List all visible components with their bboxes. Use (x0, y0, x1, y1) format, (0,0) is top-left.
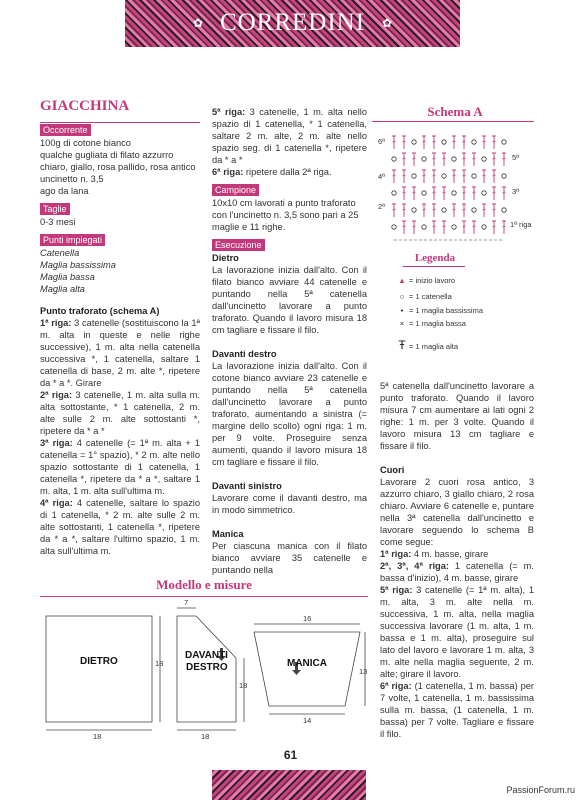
row-label: 3ª (512, 187, 519, 196)
double-crochet-symbol (412, 153, 416, 166)
page-header-title: CORREDINI (219, 9, 366, 36)
stitch-item: Catenella (40, 248, 80, 258)
stitch-chart (378, 128, 536, 248)
schema-title: Schema A (427, 104, 483, 119)
middle-column (212, 106, 367, 576)
manica-text: Per ciascuna manica con il filato bianco avviare 35 catenelle e puntando nella (212, 541, 367, 575)
legend-item: • = 1 maglia bassissima (395, 306, 483, 315)
chain-symbol (392, 191, 396, 195)
double-crochet-symbol (492, 187, 496, 200)
dim-label: 18 (93, 732, 102, 740)
double-crochet-symbol (482, 204, 486, 217)
double-crochet-symbol (392, 170, 396, 183)
row-label: 5ª (512, 153, 519, 162)
dim-label: 18 (239, 681, 248, 690)
double-crochet-symbol (492, 221, 496, 234)
section-occorrente: Occorrente (40, 124, 91, 136)
stitch-item: Maglia bassissima (40, 260, 116, 270)
start-arrow-icon: ▲ (398, 276, 406, 285)
double-crochet-symbol (432, 170, 436, 183)
row-5: 5ª riga: 3 catenelle, 1 m. alta nello spazio di 1 catenella, * 1 catenella, saltare 2 m. alte, 2 m. alte nello spazio seg. di 1 catenella *, ripetere da * a * (212, 107, 367, 165)
double-crochet-symbol (472, 187, 476, 200)
double-crochet-symbol (462, 187, 466, 200)
manica-heading: Manica (212, 529, 244, 539)
dietro-heading: Dietro (212, 253, 239, 263)
double-crochet-symbol (472, 153, 476, 166)
dim-label: 18 (155, 659, 164, 668)
row-2: 2ª riga: 3 catenelle, 1 m. alta sulla m. alta sottostante, * 1 catenella, 2 m. alte sulle 2 m. alte sottostanti *, ripetere da * a * (40, 390, 201, 436)
section-punti: Punti impiegati (40, 234, 105, 246)
davanti-label: DAVANTI (185, 650, 228, 661)
single-crochet-icon: × (399, 319, 405, 328)
right-column (380, 380, 534, 740)
material-line: chiaro, giallo, rosa pallido, rosa antico (40, 162, 196, 172)
divider (403, 266, 465, 267)
legend-item: ○ = 1 catenella (395, 292, 452, 301)
heart-row-5: 5ª riga: 3 catenelle (= 1ª m. alta), 1 m. alta, 3 m. alte nella m. successiva, 1 m. alta, nella maglia successiva lavorare (1 m. alta, 1 m. bassa e 1 m. alta), proseguire sul lato del lavoro e lavorare 1 m. alta, 3 m. alte nella maglia seguente, 2 m. alte; girare il lavoro. (380, 585, 534, 679)
dietro-text: La lavorazione inizia dall'alto. Con il filato bianco avviare 44 catenelle e puntando nella 5ª catenella dall'uncinetto lavorare a punto traforato. Quando il lavoro misura 18 cm tagliare e fissare il filo. (212, 265, 367, 335)
chain-symbol (442, 208, 446, 212)
manica-continued: 5ª catenella dall'uncinetto lavorare a punto traforato. Quando il lavoro misura 7 cm aumentare ai lati ogni 2 righe: 1 m. per 3 volte. Quando il lavoro misura 13 cm tagliare e fissare il filo. (380, 381, 534, 451)
chain-symbol (412, 208, 416, 212)
double-crochet-symbol (462, 136, 466, 149)
chain-symbol (422, 157, 426, 161)
heart-row-2: 2ª, 3ª, 4ª riga: 1 catenella (= m. bassa d'inizio), 4 m. basse, girare (380, 561, 534, 583)
section-esecuzione: Esecuzione (212, 239, 265, 251)
double-crochet-symbol (442, 221, 446, 234)
dim-label: 14 (303, 716, 312, 725)
double-crochet-symbol (492, 153, 496, 166)
chain-symbol (502, 174, 506, 178)
material-line: 100g di cotone bianco (40, 138, 131, 148)
footer-banner (212, 770, 366, 800)
double-crochet-symbol (442, 153, 446, 166)
chain-symbol (472, 174, 476, 178)
double-crochet-symbol (502, 153, 506, 166)
chain-symbol (422, 225, 426, 229)
slip-stitch-icon: • (400, 306, 404, 315)
row-label: 6ª (378, 137, 385, 146)
chain-symbol (472, 208, 476, 212)
double-crochet-symbol (492, 136, 496, 149)
row-label: 4ª (378, 172, 385, 181)
size-text: 0-3 mesi (40, 217, 76, 227)
double-crochet-symbol (462, 204, 466, 217)
double-crochet-symbol (402, 204, 406, 217)
davanti-destro-heading: Davanti destro (212, 349, 277, 359)
stitch-item: Maglia bassa (40, 272, 95, 282)
double-crochet-symbol (392, 136, 396, 149)
divider (372, 121, 534, 122)
double-crochet-symbol (472, 221, 476, 234)
diagram-title: Modello e misure (156, 577, 252, 592)
dim-label: 18 (201, 732, 210, 740)
pattern-title: Punto traforato (schema A) (40, 306, 160, 316)
heart-row-6: 6ª riga: (1 catenella, 1 m. bassa) per 7 volte, 1 catenella, 1 m. bassissima sulla m. bassa, (1 catenella, 1 m. bassa) per 7 volte. Tagliare e fissare il filo. (380, 681, 535, 739)
chain-symbol (482, 157, 486, 161)
chain-symbol (392, 225, 396, 229)
double-crochet-symbol (402, 170, 406, 183)
article-title: GIACCHINA (40, 98, 130, 114)
dim-label: 7 (184, 598, 189, 607)
destro-label: DESTRO (186, 662, 228, 673)
chain-symbol (452, 225, 456, 229)
double-crochet-symbol (492, 170, 496, 183)
double-crochet-symbol (432, 204, 436, 217)
double-crochet-symbol (452, 204, 456, 217)
chain-symbol (452, 191, 456, 195)
chain-icon: ○ (399, 292, 405, 301)
stitch-item: Maglia alta (40, 284, 85, 294)
stitch-symbols (392, 136, 506, 240)
dim-label: 13 (359, 667, 368, 676)
double-crochet-symbol (412, 221, 416, 234)
double-crochet-symbol (392, 204, 396, 217)
davanti-destro-text: La lavorazione inizia dall'alto. Con il cotone bianco avviare 23 catenelle e puntando nella 5ª catenella dall'uncinetto lavorare a punto traforato, aumentando a sinistra (= margine dello scollo) ogni riga: 1 m. per 9 volte. Proseguire senza aumenti, quando il lavoro misura 18 cm tagliare e fissare il filo. (212, 361, 367, 467)
double-crochet-symbol (502, 221, 506, 234)
row-4: 4ª riga: 4 catenelle, saltare lo spazio di 1 catenella, * 2 m. alte sulle 2 m. alte sottostanti, 1 catenella *, ripetere da * a *, saltare l'ultimo spazio, 1 m. alta sull'ultima m. (40, 498, 201, 556)
manica-label: MANICA (287, 658, 327, 669)
gauge-text: 10x10 cm lavorati a punto traforato con l'uncinetto n. 3,5 sono pari a 25 maglie e 11 righe. (212, 198, 359, 232)
chain-symbol (502, 208, 506, 212)
chain-symbol (442, 174, 446, 178)
chain-symbol (482, 225, 486, 229)
divider (40, 122, 200, 123)
row-3: 3ª riga: 4 catenelle (= 1ª m. alta + 1 catenella = 1° spazio), * 2 m. alte nello spazio sottostante di 1 catenella, 1 catenella *, ripetere da * a *, saltare 1 m. alta, 1 m. alta sull'ultima m. (40, 438, 201, 496)
row-label: 2ª (378, 202, 385, 211)
double-crochet-symbol (442, 187, 446, 200)
dietro-label: DIETRO (80, 656, 118, 667)
heart-row-1: 1ª riga: 4 m. basse, girare (380, 549, 489, 559)
double-crochet-symbol (482, 170, 486, 183)
page-number: 61 (283, 748, 298, 762)
chain-symbol (442, 140, 446, 144)
pattern-diagram (40, 598, 370, 740)
section-taglie: Taglie (40, 203, 70, 215)
chain-symbol (412, 140, 416, 144)
material-line: ago da lana (40, 186, 89, 196)
legend-item: Ŧ = 1 maglia alta (395, 338, 458, 352)
double-crochet-symbol (452, 136, 456, 149)
double-crochet-symbol (502, 187, 506, 200)
chain-symbol (422, 191, 426, 195)
double-crochet-symbol (452, 170, 456, 183)
double-crochet-symbol (462, 170, 466, 183)
chain-symbol (502, 140, 506, 144)
row-label: 1ª riga (510, 220, 532, 229)
double-crochet-symbol (462, 153, 466, 166)
double-crochet-symbol (402, 221, 406, 234)
left-column (40, 100, 200, 557)
double-crochet-icon: Ŧ (398, 338, 406, 352)
cuori-heading: Cuori (380, 465, 405, 475)
dim-label: 16 (303, 614, 312, 623)
flower-icon: ✿ (381, 16, 392, 30)
double-crochet-symbol (422, 136, 426, 149)
double-crochet-symbol (482, 136, 486, 149)
double-crochet-symbol (412, 187, 416, 200)
divider (40, 596, 368, 597)
davanti-sinistro-heading: Davanti sinistro (212, 481, 282, 491)
header-banner (125, 0, 460, 47)
double-crochet-symbol (402, 153, 406, 166)
flower-icon: ✿ (193, 16, 204, 30)
double-crochet-symbol (432, 221, 436, 234)
watermark: PassionForum.ru (506, 785, 575, 795)
double-crochet-symbol (422, 170, 426, 183)
double-crochet-symbol (432, 187, 436, 200)
row-1: 1ª riga: 3 catenelle (sostituiscono la 1ª m. alta in queste e nelle righe successive), 1 m. alta nella catenella successiva *, 1 catenella, saltare 1 catenella di base, 2 m. alte *, ripetere da * a *. Girare (40, 318, 200, 388)
material-line: uncinetto n. 3,5 (40, 174, 104, 184)
chain-symbol (472, 140, 476, 144)
double-crochet-symbol (402, 136, 406, 149)
cuori-text: Lavorare 2 cuori rosa antico, 3 azzurro chiaro, 3 giallo chiaro, 2 rosa chiaro. Avviare 6 catenelle e, puntare nella 3ª catenella dall'uncinetto e lavorare seguendo lo schema B come segue: (380, 477, 534, 547)
double-crochet-symbol (432, 136, 436, 149)
chain-symbol (452, 157, 456, 161)
davanti-sinistro-text: Lavorare come il davanti destro, ma in modo simmetrico. (212, 493, 367, 515)
double-crochet-symbol (402, 187, 406, 200)
row-6: 6ª riga: ripetere dalla 2ª riga. (212, 167, 332, 177)
double-crochet-symbol (462, 221, 466, 234)
chain-symbol (412, 174, 416, 178)
chain-symbol (392, 157, 396, 161)
double-crochet-symbol (422, 204, 426, 217)
material-line: qualche gugliata di filato azzurro (40, 150, 174, 160)
legend-title: Legenda (414, 252, 456, 264)
legend-item: ▲ = inizio lavoro (395, 276, 455, 285)
chain-symbol (482, 191, 486, 195)
dietro-shape (46, 616, 152, 722)
section-campione: Campione (212, 184, 259, 196)
manica-shape (254, 632, 360, 706)
double-crochet-symbol (492, 204, 496, 217)
double-crochet-symbol (432, 153, 436, 166)
legend-item: × = 1 maglia bassa (395, 319, 466, 328)
